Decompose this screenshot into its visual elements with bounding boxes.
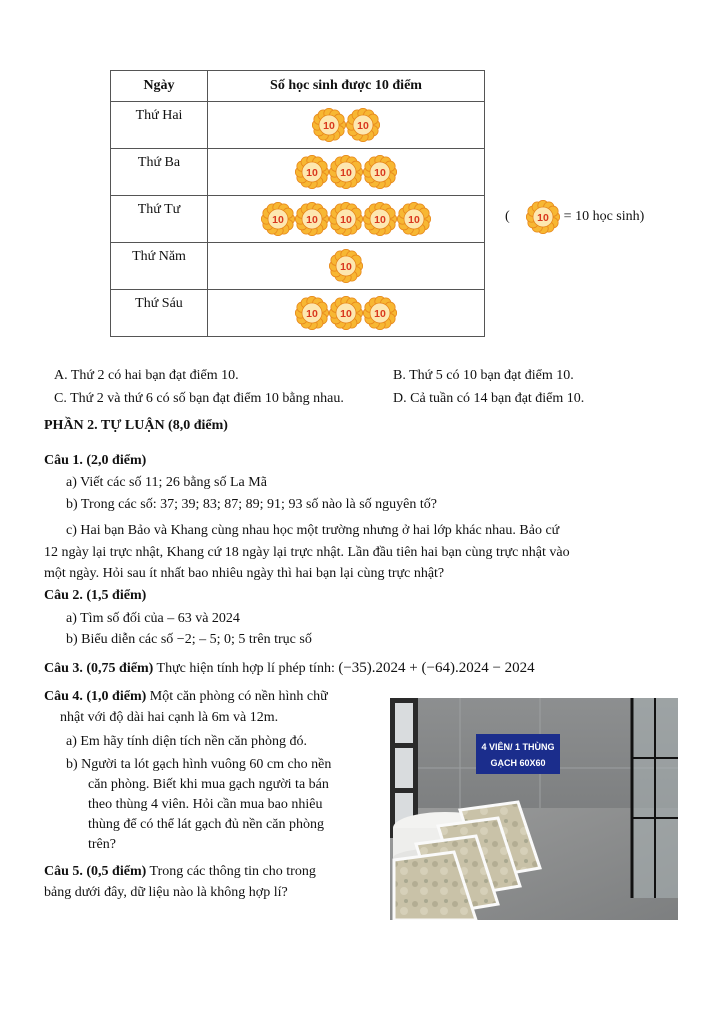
day-cell: Thứ Sáu [111,290,208,337]
flower-label: 10 [340,308,352,320]
flower-10-icon [261,202,295,236]
icons-cell [208,290,485,337]
flower-label: 10 [340,261,352,273]
flower-label: 10 [340,167,352,179]
table-row [111,102,485,149]
choice-b: B. Thứ 5 có 10 bạn đạt điểm 10. [393,368,574,383]
flower-label: 10 [323,120,335,132]
flower-label: 10 [374,167,386,179]
flower-10-icon [346,108,380,142]
flower-10-icon [295,296,329,330]
flower-10-icon [329,249,363,283]
q2-title: Câu 2. (1,5 điểm) [44,588,147,603]
q4-b4: thùng để có thể lát gạch đủ nền căn phòng [88,817,324,832]
q1-a: a) Viết các số 11; 26 bằng số La Mã [66,475,267,490]
flower-label: 10 [357,120,369,132]
choice-d: D. Cả tuần có 14 bạn đạt điểm 10. [393,391,585,406]
legend-open: ( [505,209,510,224]
day-cell: Thứ Tư [111,196,208,243]
q3-line [44,660,535,677]
q3-title: Câu 3. (0,75 điểm) [44,661,154,676]
flower-label: 10 [340,214,352,226]
q3-formula: (−35).2024 + (−64).2024 − 2024 [338,660,535,676]
q1-b: b) Trong các số: 37; 39; 83; 87; 89; 91; 93 số nào là số nguyên tố? [66,497,437,512]
q1-c1: c) Hai bạn Bảo và Khang cùng nhau học một trường nhưng ở hai lớp khác nhau. Bảo cứ [66,523,560,538]
flower-label: 10 [374,214,386,226]
q5-l2: bảng dưới đây, dữ liệu nào là không hợp lí? [44,885,288,900]
q5-l1: Trong các thông tin cho trong [146,864,316,879]
flower-label: 10 [306,214,318,226]
flower-10-icon [397,202,431,236]
part2-heading: PHẦN 2. TỰ LUẬN (8,0 điểm) [44,418,228,433]
day-cell: Thứ Năm [111,243,208,290]
choice-a: A. Thứ 2 có hai bạn đạt điểm 10. [54,368,239,383]
q4-b5: trên? [88,837,116,852]
flower-10-icon [363,202,397,236]
pictogram-table [110,70,485,337]
flower-10-icon [295,202,329,236]
choice-c: C. Thứ 2 và thứ 6 có số bạn đạt điểm 10 bằng nhau. [54,391,344,406]
q4-b3: theo thùng 4 viên. Hỏi cần mua bao nhiêu [88,797,323,812]
flower-10-icon [363,155,397,189]
col-header-count: Số học sinh được 10 điểm [208,71,485,102]
q3-text: Thực hiện tính hợp lí phép tính: [153,661,339,676]
flower-10-icon [329,296,363,330]
banner-text-1: 4 VIÊN/ 1 THÙNG [481,742,555,752]
q5-line1 [44,864,316,880]
flower-label: 10 [272,214,284,226]
icons-cell [208,243,485,290]
flower-label: 10 [374,308,386,320]
icons-cell [208,149,485,196]
flower-label: 10 [306,308,318,320]
legend [505,200,644,234]
banner-text-2: GẠCH 60X60 [490,758,546,768]
tile-photo [390,698,678,920]
q4-title: Câu 4. (1,0 điểm) [44,689,147,704]
q4-b2: căn phòng. Biết khi mua gạch người ta bán [88,777,329,792]
table-row [111,243,485,290]
flower-10-icon [329,202,363,236]
q4-l2: nhật với độ dài hai cạnh là 6m và 12m. [60,710,279,725]
q2-b: b) Biểu diễn các số −2; – 5; 0; 5 trên trục số [66,632,312,647]
table-row [111,149,485,196]
icons-cell [208,102,485,149]
q4-b1: b) Người ta lót gạch hình vuông 60 cm cho nền [66,757,332,772]
flower-label: 10 [306,167,318,179]
legend-text: = 10 học sinh) [563,209,645,224]
q5-title: Câu 5. (0,5 điểm) [44,864,147,879]
icons-cell [208,196,485,243]
flower-10-icon [295,155,329,189]
q4-a: a) Em hãy tính diện tích nền căn phòng đó. [66,734,308,749]
q1-c2: 12 ngày lại trực nhật, Khang cứ 18 ngày lại trực nhật. Lần đầu tiên hai bạn cùng trực nhật vào [44,545,570,560]
q1-title: Câu 1. (2,0 điểm) [44,453,147,468]
legend-flower-icon [526,200,560,234]
col-header-day: Ngày [111,71,208,102]
q4-line1 [44,689,328,705]
flower-10-icon [526,200,560,234]
day-cell: Thứ Ba [111,149,208,196]
flower-label: 10 [536,212,549,224]
q1-c3: một ngày. Hỏi sau ít nhất bao nhiêu ngày thì hai bạn lại cùng trực nhật? [44,566,445,581]
day-cell: Thứ Hai [111,102,208,149]
flower-10-icon [363,296,397,330]
flower-10-icon [329,155,363,189]
table-row [111,196,485,243]
q4-l1: Một căn phòng có nền hình chữ [146,689,328,704]
q2-a: a) Tìm số đối của – 63 và 2024 [66,611,240,626]
flower-label: 10 [408,214,420,226]
flower-10-icon [312,108,346,142]
tile-photo-illustration [390,698,678,920]
table-row [111,290,485,337]
